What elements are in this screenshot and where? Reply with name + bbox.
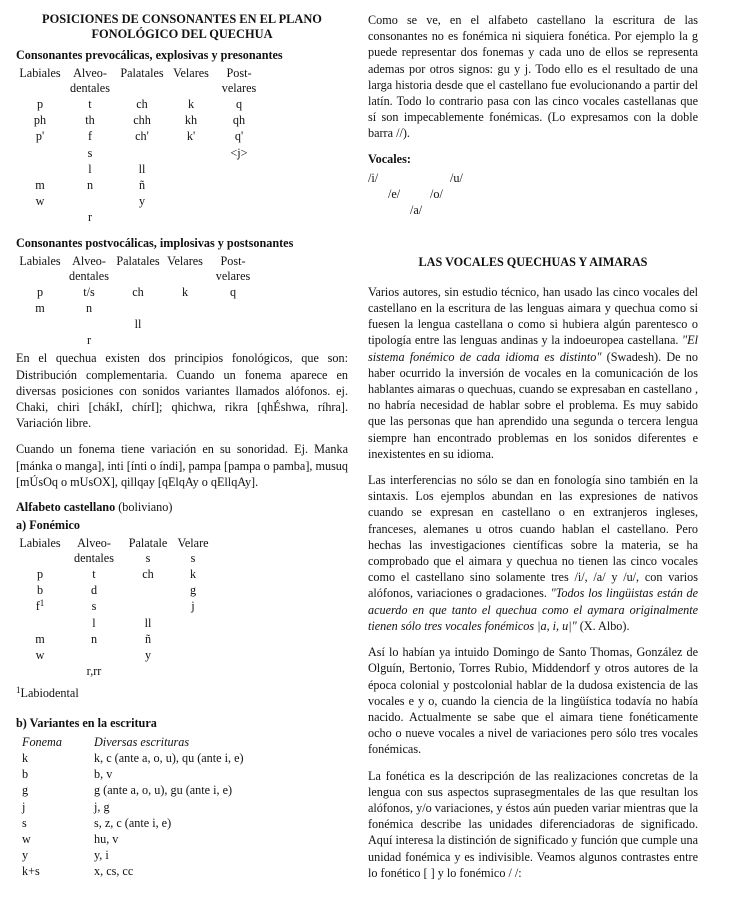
table-header-cell (168, 81, 214, 96)
table-cell: ñ (138, 178, 146, 193)
table-cell (172, 663, 214, 679)
consonant-table-postvocalic (16, 254, 348, 349)
table-cell (172, 647, 214, 663)
table-row (16, 647, 348, 663)
section-heading-prevocalicas: Consonantes prevocálicas, explosivas y presonantes (16, 48, 283, 62)
variantes-fonema: k (22, 750, 29, 765)
variantes-row (16, 831, 348, 847)
table-cell: ch (142, 567, 154, 582)
page-title: POSICIONES DE CONSONANTES EN EL PLANO FONOLÓGICO DEL QUECHUA (42, 12, 322, 41)
table-cell: f (87, 129, 93, 144)
table-cell: p' (35, 129, 45, 144)
alfabeto-table (16, 536, 348, 679)
table-row (16, 193, 348, 209)
table-row (16, 161, 348, 177)
variantes-row (16, 815, 348, 831)
table-header-cell (162, 269, 208, 284)
table-cell (114, 300, 162, 316)
table-header-cell: Labiales (19, 536, 61, 551)
paragraph-principios: En el quechua existen dos principios fonológicos, que son: Distribución complementaria. Cuando un fonema aparece en diversas posiciones con sonidos variantes llamados alófonos. ej. Chaki, chiri [chákI, chírI]; qhichwa, rikra [qhÉshwa, ríhra]. Variación libre. (16, 351, 348, 431)
table-header-cell: dentales (69, 268, 109, 283)
table-header-cell: Alveo- (72, 253, 106, 268)
table-cell: n (86, 178, 94, 193)
table-cell: r (87, 210, 93, 225)
table-header-row (16, 81, 348, 96)
table-cell (16, 161, 64, 177)
footnote-text: Labiodental (20, 686, 79, 701)
variantes-escritura: b, v (94, 767, 113, 782)
table-header-cell (16, 551, 64, 566)
table-cell: n (90, 631, 98, 646)
table-cell: chh (133, 113, 151, 128)
table-header-cell: dentales (74, 551, 114, 566)
table-header-cell: velares (221, 81, 257, 95)
table-cell: ll (138, 161, 146, 176)
table-row (16, 300, 348, 316)
table-row (16, 96, 348, 112)
table-row (16, 145, 348, 161)
variantes-col-fonema: Fonema (22, 734, 62, 749)
table-cell (64, 647, 124, 663)
table-cell (116, 145, 168, 161)
table-cell: q' (234, 129, 244, 144)
variantes-escritura: x, cs, cc (94, 864, 134, 879)
variantes-table (16, 734, 348, 880)
table-cell: qh (232, 113, 246, 128)
table-cell: m (35, 178, 45, 193)
table-cell (64, 193, 116, 209)
table-cell (168, 177, 214, 193)
table-header-cell: s (145, 551, 151, 566)
variantes-fonema: k+s (22, 864, 40, 879)
table-row (16, 566, 348, 582)
table-cell (16, 145, 64, 161)
table-cell (172, 615, 214, 631)
table-header-cell: Palatale (128, 536, 168, 551)
table-cell: th (85, 113, 95, 128)
table-header-cell: s (190, 551, 196, 566)
table-cell: n (85, 300, 93, 315)
table-cell: p (36, 284, 44, 299)
table-header-row (16, 254, 348, 269)
vowel-o: /o/ (430, 186, 443, 201)
alfabeto-heading (16, 500, 348, 515)
table-cell (214, 161, 264, 177)
variantes-fonema: b (22, 767, 29, 782)
variantes-row (16, 799, 348, 815)
table-cell (64, 316, 114, 332)
table-header-cell (16, 81, 64, 96)
p3-text-b: (X. Albo). (579, 618, 630, 633)
table-header-row (16, 269, 348, 284)
section-heading-postvocalicas: Consonantes postvocálicas, implosivas y postsonantes (16, 235, 294, 250)
table-cell (214, 209, 264, 225)
table-row (16, 316, 348, 332)
table-cell (124, 663, 172, 679)
table-cell (114, 332, 162, 348)
table-cell: s (87, 145, 93, 160)
variantes-row (16, 863, 348, 879)
footnote (16, 685, 348, 701)
table-cell (208, 316, 258, 332)
vowel-a: /a/ (410, 202, 423, 217)
variantes-row (16, 766, 348, 782)
paragraph-variacion: Cuando un fonema tiene variación en su sonoridad. Ej. Manka [mánka o manga], inti [ínti o índi], pampa [pampa o pamba], musuq [mÚsOq o mUsOX], qillqay [qElqAy o qEllqAy]. (16, 442, 348, 489)
table-cell (124, 582, 172, 598)
variantes-escritura: j, g (94, 799, 110, 814)
alfabeto-heading-suffix: (boliviano) (118, 500, 173, 515)
vowel-e: /e/ (388, 186, 401, 201)
variantes-row (16, 782, 348, 798)
table-row (16, 598, 348, 614)
variantes-header-row (16, 734, 348, 750)
table-cell (162, 300, 208, 316)
table-cell (168, 209, 214, 225)
table-row (16, 284, 348, 300)
table-cell: t/s (83, 284, 95, 299)
table-header-row (16, 536, 348, 551)
table-row (16, 177, 348, 193)
table-cell (16, 598, 64, 614)
table-row (16, 209, 348, 225)
table-cell: b (36, 583, 44, 598)
paragraph-varios-autores (368, 284, 698, 462)
table-cell: k (187, 97, 195, 111)
table-cell (116, 209, 168, 225)
table-header-cell (116, 81, 168, 96)
table-cell: m (35, 300, 45, 315)
table-header-cell: Alveo- (73, 66, 107, 80)
paragraph-interferencias (368, 472, 698, 634)
table-header-cell: Labiales (19, 253, 61, 268)
variantes-fonema: j (22, 799, 26, 814)
table-cell: f (35, 599, 40, 614)
table-header-cell: Alveo- (77, 536, 111, 551)
table-cell: l (88, 161, 92, 176)
table-cell: q (235, 97, 243, 111)
p2-quote: "El sistema fonémico de cada idioma es distinto" (368, 333, 698, 364)
table-cell (16, 316, 64, 332)
table-cell: w (35, 648, 45, 663)
variantes-row (16, 750, 348, 766)
table-cell (16, 615, 64, 631)
table-header-cell: Labiales (19, 66, 61, 80)
consonant-table-prevocalic (16, 66, 348, 226)
table-cell (168, 193, 214, 209)
vowel-i: /i/ (368, 170, 379, 185)
table-cell: ll (144, 615, 152, 630)
table-cell: ch (132, 284, 144, 299)
variantes-fonema: s (22, 815, 27, 830)
table-cell: s (91, 599, 97, 614)
table-cell: w (35, 194, 45, 209)
table-cell: l (92, 615, 96, 630)
table-cell: q (229, 284, 237, 299)
vowel-u: /u/ (450, 170, 463, 185)
table-cell (168, 145, 214, 161)
table-cell: y (144, 648, 152, 663)
table-cell: g (189, 583, 197, 598)
table-header-cell: dentales (70, 81, 110, 95)
fonemico-heading: a) Fonémico (16, 518, 80, 533)
table-row (16, 631, 348, 647)
table-cell: y (138, 194, 146, 209)
table-cell (16, 332, 64, 348)
table-cell: d (90, 583, 98, 598)
p3-quote: "Todos los lingüistas están de acuerdo en que tanto el quechua como el aymara originalmente tienen sólo tres vocales fonémicos |a, i, u|" (368, 586, 698, 633)
left-column (16, 12, 348, 880)
footnote-mark: 1 (16, 685, 21, 696)
paragraph-fonetica: La fonética es la descripción de las realizaciones concretas de la lengua con sus aspectos suprasegmentales de las que resultan los alófonos, y/o variaciones, y éstos aún pueden variar mientras que la fonémica describe las unidades diferenciadoras de significado. Aquí interesa la distinción de significado y función que cumple una unidad fonémica y es indivisible. Veamos algunos contrastes entre lo fonético [ ] y lo fonémico / /: (368, 768, 698, 880)
variantes-escritura: y, i (94, 848, 109, 863)
table-cell (162, 316, 208, 332)
table-row (16, 128, 348, 144)
table-row (16, 663, 348, 679)
variantes-fonema: y (22, 848, 29, 863)
variantes-escritura: hu, v (94, 831, 119, 846)
table-header-row (16, 551, 348, 566)
table-cell (162, 332, 208, 348)
table-header-cell: velares (215, 268, 251, 283)
table-cell: j (191, 599, 195, 614)
paragraph-asi-lo-habian: Así lo habían ya intuido Domingo de Santo Thomas, González de Olguín, Bertonio, Torres Rubio, Middendorf y otros autores de la época colonial y postcolonial hablar de la dudosa existencia de las vocales e y o, cuando la ciencia de la lingüística todavía no había nacido. Actualmente se sabe que el aimara tiene fonéticamente ocho o nueve vocales a nivel de variaciones pero sólo tres vocales fonémicas. (368, 645, 698, 757)
p3-text-a: Las interferencias no sólo se dan en fonología sino también en la sintaxis. Los ejemplos abundan en las expresiones de nativos cuando se expresan en castellano o en extranjeros ingleses, franceses, alemanes u otros cuando hablan el castellano. Pero hechas las investigaciones científicas sobre la materia, se ha comprobado que el aimara y quechua no tienen las cinco vocales como el castellano sino solamente tres /i/, /a/ y /u/, con varios alófonos, variaciones o gradaciones. (368, 473, 698, 601)
table-cell: m (35, 631, 45, 646)
variantes-escritura: g (ante a, o, u), gu (ante i, e) (94, 783, 233, 798)
table-cell (16, 663, 64, 679)
p2-text-a: Varios autores, sin estudio técnico, han usado las cinco vocales del castellano en la escritura de las lenguas aimara y quechua como si fuesen la lengua castellana o como si hubiera algún parentesco o tipología entre las lenguas andinas y la indoeuropea castellana. (368, 284, 698, 348)
alfabeto-heading-bold: Alfabeto castellano (16, 500, 116, 515)
variantes-heading: b) Variantes en la escritura (16, 715, 157, 730)
table-cell (168, 161, 214, 177)
variantes-fonema: g (22, 783, 29, 798)
table-cell: k (189, 567, 197, 582)
table-cell: t (92, 567, 96, 582)
table-header-cell: Post- (220, 253, 246, 268)
table-cell: p (36, 97, 44, 111)
variantes-col-escrituras: Diversas escrituras (94, 734, 190, 749)
table-cell (214, 177, 264, 193)
table-row (16, 332, 348, 348)
table-header-cell: Velares (173, 66, 209, 80)
variantes-fonema: w (22, 831, 31, 846)
variantes-escritura: k, c (ante a, o, u), qu (ante i, e) (94, 750, 244, 765)
table-cell: ch' (135, 129, 149, 144)
table-header-cell (16, 269, 64, 284)
paragraph-alfabeto-castellano: Como se ve, en el alfabeto castellano la escritura de las consonantes no es fonémica ni siquiera fonética. Por ejemplo la g puede representar dos fonemas y cada uno de ellos se representa ademas por otros signos: gu y j. Todo ello es el resultado de una larga historia desde que el castellano fue evolucionando a partir del latín. Todo lo contrario pasa con las cinco vocales castellanas que sí son impecablemente fonémicas. (Lo expresamos con la doble barra //). (368, 13, 698, 141)
table-header-cell: Post- (226, 66, 252, 80)
table-cell: ph (33, 113, 47, 128)
table-cell (172, 631, 214, 647)
table-header-cell: Velares (167, 253, 203, 268)
table-cell: <j> (230, 145, 248, 160)
table-cell (208, 332, 258, 348)
table-header-cell: Palatales (120, 66, 164, 80)
p2-text-b: (Swadesh). De no haber ocurrido la inversión de vocales en la comunicación de los hablantes aimaras o quechuas, cuando se expresaban en castellano , no habría necesidad de hablar sobre el problema. Es muy sabido que las personas que han aprendido una segunda o tercera lengua siempre han encontrado problemas en los sonidos diferentes e inexistentes en su idioma. (368, 349, 698, 461)
table-cell: ch (136, 97, 148, 111)
table-header-row (16, 66, 348, 81)
table-cell: r (86, 333, 92, 348)
vocales-heading: Vocales: (368, 151, 411, 166)
table-cell: k' (186, 129, 196, 144)
table-cell (16, 209, 64, 225)
variantes-row (16, 847, 348, 863)
table-cell: ñ (144, 631, 152, 646)
table-cell: ll (134, 317, 142, 332)
right-column (368, 12, 698, 891)
table-cell (124, 598, 172, 614)
table-header-cell: Velare (177, 536, 209, 551)
table-cell: t (88, 97, 92, 111)
table-header-cell: Palatales (116, 253, 160, 268)
table-cell: k (181, 284, 189, 299)
table-row (16, 112, 348, 128)
table-cell: p (36, 567, 44, 582)
table-cell: r,rr (86, 664, 102, 679)
superscript-mark: 1 (39, 598, 45, 609)
table-cell (214, 193, 264, 209)
section-heading-vocales-quechuas: LAS VOCALES QUECHUAS Y AIMARAS (418, 254, 648, 269)
table-cell: kh (184, 113, 198, 128)
table-header-cell (114, 269, 162, 284)
table-row (16, 615, 348, 631)
table-cell (208, 300, 258, 316)
variantes-escritura: s, z, c (ante i, e) (94, 815, 172, 830)
vowel-diagram (368, 170, 698, 220)
table-row (16, 582, 348, 598)
